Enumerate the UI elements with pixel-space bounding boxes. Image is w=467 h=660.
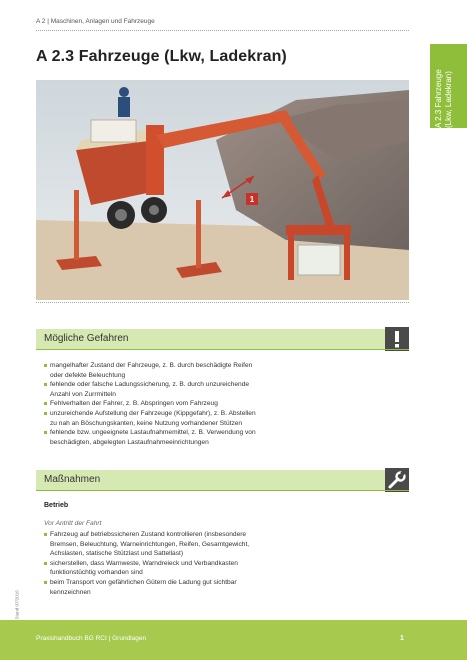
breadcrumb: A 2 | Maschinen, Anlagen und Fahrzeuge — [36, 18, 155, 25]
marker-1-label: 1 — [249, 195, 255, 204]
hazard-item: mangelhafter Zustand der Fahrzeuge, z. B. durch beschädigte Reifen — [44, 361, 406, 371]
brick-pallet — [298, 245, 340, 275]
measure-item: Fahrzeug auf betriebssicheren Zustand kontrollieren (insbesondere — [44, 530, 406, 540]
illustration-divider — [36, 302, 409, 303]
hazards-list — [44, 361, 406, 447]
hazards-title: Mögliche Gefahren — [44, 333, 129, 344]
stand-date — [12, 592, 20, 622]
measures-subtitle: Betrieb — [44, 502, 69, 509]
operator-head — [119, 87, 129, 97]
hazards-header-underline — [36, 349, 409, 350]
measure-item: sicherstellen, dass Warnweste, Warndreieck und Verbandkasten — [44, 559, 406, 569]
measure-item-cont: Bremsen, Beleuchtung, Warneinrichtungen, Reifen, Gesamtgewicht, — [50, 540, 250, 548]
measures-header-underline — [36, 490, 409, 491]
hazard-item: unzureichende Aufstellung der Fahrzeuge (Kippgefahr), z. B. Abstellen — [44, 409, 406, 419]
stand-date-text: Stand 07/2016 — [14, 590, 20, 620]
operator-body — [118, 97, 130, 117]
chapter-tab-line1: A 2.3 Fahrzeuge — [434, 69, 443, 128]
wrench-icon — [385, 468, 409, 492]
truck-hub-2 — [149, 205, 159, 215]
hazard-item: fehlende bzw. ungeeignete Lastaufnahmemittel, z. B. Verwendung von — [44, 428, 406, 438]
hazard-item: Fehlverhalten der Fahrer, z. B. Abspringen vom Fahrzeug — [44, 399, 406, 409]
footer — [0, 620, 467, 660]
measure-item-cont: funktionstüchtig vorhanden sind — [50, 569, 143, 577]
hazard-item-cont: Anzahl von Zurrmitteln — [50, 390, 116, 398]
measures-header — [36, 470, 409, 490]
measure-item-cont: Achslasten, statische Stützlast und Sattellast) — [50, 550, 184, 558]
measures-title: Maßnahmen — [44, 474, 101, 485]
page-title: A 2.3 Fahrzeuge (Lkw, Ladekran) — [36, 48, 287, 65]
measure-item: beim Transport von gefährlichen Gütern die Ladung gut sichtbar — [44, 578, 406, 588]
crane-grab-right — [344, 232, 350, 280]
exclamation-icon — [385, 327, 409, 351]
truck-crane-illustration — [36, 80, 409, 300]
measures-context: Vor Antritt der Fahrt — [44, 520, 102, 527]
outrigger-leg-left — [74, 190, 79, 260]
hazard-item: fehlende oder falsche Ladungssicherung, z. B. durch unzureichende — [44, 380, 406, 390]
hazard-item-cont: beschädigten, abgelegten Lastaufnahmeeinrichtungen — [50, 438, 209, 446]
outrigger-leg-right — [196, 200, 201, 268]
measure-item-cont: kennzeichnen — [50, 588, 91, 596]
measures-list — [44, 530, 406, 597]
page-number: 1 — [400, 635, 404, 642]
chapter-tab-label — [434, 52, 464, 128]
chapter-tab[interactable] — [430, 44, 467, 128]
truck-hub-1 — [115, 209, 127, 221]
header-divider — [36, 30, 409, 31]
hazards-header — [36, 329, 409, 349]
chapter-tab-line2: (Lkw, Ladekran) — [444, 71, 453, 128]
crane-grab-top — [286, 225, 351, 235]
footer-text: Praxishandbuch BG RCI | Grundlagen — [36, 635, 147, 642]
hazard-item-cont: zu nah an Böschungskanten, keine Nutzung vorhandener Stützen — [50, 419, 243, 427]
brick-stack — [91, 120, 136, 142]
hazard-item-cont: oder defekte Beleuchtung — [50, 371, 126, 379]
crane-grab-left — [288, 232, 294, 280]
